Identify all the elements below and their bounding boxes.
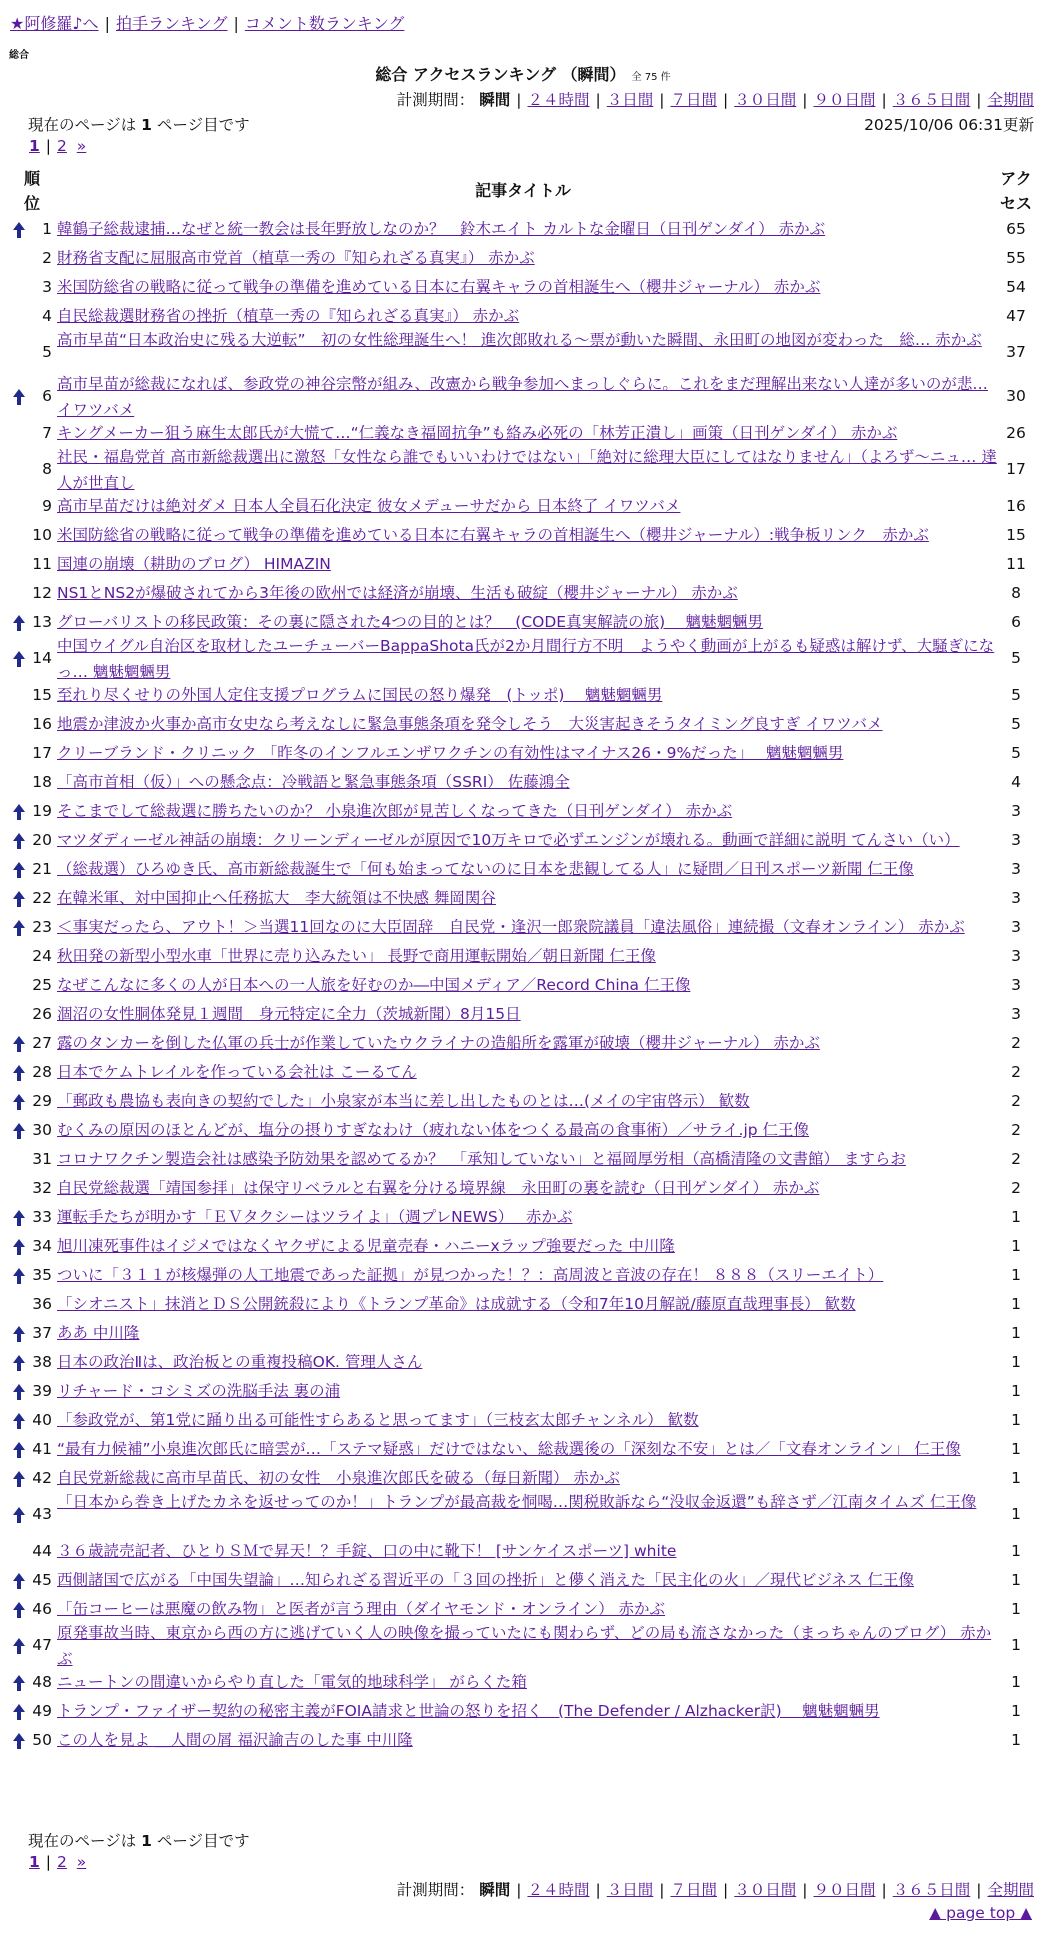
access-count: 3 bbox=[1011, 888, 1021, 907]
access-count: 30 bbox=[1006, 387, 1026, 405]
table-row bbox=[0, 331, 1046, 375]
rank-number: 31 bbox=[32, 1149, 52, 1168]
table-row bbox=[0, 942, 1046, 971]
access-count: 1 bbox=[1011, 1381, 1021, 1400]
table-row bbox=[0, 448, 1046, 492]
article-title-link[interactable]: トランプ・ファイザー契約の秘密主義がFOIA請求と世論の怒りを招く (The Defender / Alzhacker訳) 魑魅魍魎男 bbox=[57, 1702, 880, 1720]
access-count: 4 bbox=[1011, 772, 1021, 791]
access-count: 3 bbox=[1011, 917, 1021, 936]
table-row bbox=[0, 971, 1046, 1000]
article-title-link[interactable]: 至れり尽くせりの外国人定住支援プログラムに国民の怒り爆発 (トッポ) 魑魅魍魎男 bbox=[57, 686, 663, 704]
rank-number: 5 bbox=[42, 343, 52, 361]
rank-number: 12 bbox=[32, 583, 52, 602]
pager-current[interactable]: 1 bbox=[29, 137, 40, 155]
article-title-link[interactable]: グローバリストの移民政策：その裏に隠された4つの目的とは？ (CODE真実解読の旅) 魑魅魍魎男 bbox=[57, 613, 764, 631]
access-count: 8 bbox=[1011, 583, 1021, 602]
article-title-link[interactable]: “最有力候補”小泉進次郎氏に暗雲が…「ステマ疑惑」だけではない、総裁選後の「深刻な不安」とは／「文春オンライン」 仁王像 bbox=[57, 1440, 961, 1458]
rank-number: 49 bbox=[32, 1701, 52, 1720]
access-count: 5 bbox=[1011, 743, 1021, 762]
access-count: 5 bbox=[1011, 649, 1021, 667]
rank-number: 14 bbox=[32, 649, 52, 667]
access-count: 1 bbox=[1011, 1410, 1021, 1429]
pager-page-2[interactable]: 2 bbox=[57, 137, 67, 155]
table-row bbox=[0, 884, 1046, 913]
rank-number: 21 bbox=[32, 859, 52, 878]
rank-number: 15 bbox=[32, 685, 52, 704]
header-count: アクセス bbox=[999, 169, 1032, 213]
article-title-link[interactable]: 秋田発の新型小型水車「世界に売り込みたい」 長野で商用運転開始／朝日新聞 仁王像 bbox=[57, 947, 656, 965]
table-row bbox=[0, 855, 1046, 884]
article-title-link[interactable]: 在韓米軍、対中国抑止へ任務拡大 李大統領は不快感 舞岡関谷 bbox=[57, 889, 496, 907]
access-count: 3 bbox=[1011, 830, 1021, 849]
access-count: 2 bbox=[1011, 1091, 1021, 1110]
access-count: 17 bbox=[1006, 460, 1026, 478]
period-current: 瞬間 bbox=[479, 91, 511, 109]
access-count: 1 bbox=[1011, 1439, 1021, 1458]
rank-number: 29 bbox=[32, 1091, 52, 1110]
article-title-link[interactable]: マツダディーゼル神話の崩壊：クリーンディーゼルが原因で10万キロで必ずエンジンが壊れる。動画で詳細に説明 てんさい（い） bbox=[57, 831, 960, 849]
page-info-bottom: 現在のページは 1 ページ目です bbox=[28, 1832, 250, 1850]
table-row bbox=[0, 375, 1046, 419]
period-label: 計測期間： bbox=[396, 1881, 475, 1899]
article-title-link[interactable]: 高市早苗“日本政治史に残る大逆転” 初の女性総理誕生へ！ 進次郎敗れる～票が動いた瞬間、永田町の地図が変わった 総… 赤かぶ bbox=[57, 331, 982, 349]
article-title-link[interactable]: 国連の崩壊（耕助のブログ） HIMAZIN bbox=[57, 555, 331, 573]
table-row bbox=[0, 1537, 1046, 1566]
article-title-link[interactable]: 高市早苗だけは絶対ダメ 日本人全員石化決定 彼女メデューサだから 日本終了 イワツバメ bbox=[57, 497, 681, 515]
table-row bbox=[0, 739, 1046, 768]
article-title-link[interactable]: 高市早苗が総裁になれば、参政党の神谷宗幣が組み、改憲から戦争参加へまっしぐらに。これをまだ理解出来ない人達が多いのが悲… イワツバメ bbox=[57, 375, 988, 419]
ranking-total: 全 75 件 bbox=[631, 72, 671, 83]
table-row bbox=[0, 637, 1046, 681]
access-count: 1 bbox=[1011, 1352, 1021, 1371]
rank-number: 50 bbox=[32, 1730, 52, 1749]
period-link-7d[interactable]: ７日間 bbox=[670, 91, 717, 109]
article-title-link[interactable]: 「郵政も農協も表向きの契約でした」小泉家が本当に差し出したものとは…(メイの宇宙啓示） 歓数 bbox=[57, 1092, 750, 1110]
period-link-30d[interactable]: ３０日間 bbox=[734, 1881, 797, 1899]
article-title-link[interactable]: （総裁選）ひろゆき氏、高市新総裁誕生で「何も始まってないのに日本を悲観してる人」に疑問／日刊スポーツ新聞 仁王像 bbox=[57, 860, 914, 878]
period-selector-top: 計測期間： 瞬間 | ２４時間 | ３日間 | ７日間 | ３０日間 | ９０日間 | ３６５日間 | 全期間 bbox=[396, 91, 1034, 109]
period-link-24h[interactable]: ２４時間 bbox=[527, 91, 590, 109]
article-title-link[interactable]: キングメーカー狙う麻生太郎氏が大慌て…“仁義なき福岡抗争”も絡み必死の「林芳正潰し」画策（日刊ゲンダイ） 赤かぶ bbox=[57, 424, 898, 442]
rank-number: 41 bbox=[32, 1439, 52, 1458]
pager-page-2[interactable]: 2 bbox=[57, 1853, 67, 1871]
rank-number: 43 bbox=[32, 1505, 52, 1523]
access-count: 1 bbox=[1011, 1701, 1021, 1720]
access-count: 26 bbox=[1006, 423, 1026, 442]
table-row bbox=[0, 1058, 1046, 1087]
rank-number: 20 bbox=[32, 830, 52, 849]
access-count: 6 bbox=[1011, 612, 1021, 631]
access-count: 1 bbox=[1011, 1468, 1021, 1487]
article-title-link[interactable]: 財務省支配に屈服高市党首（植草一秀の『知られざる真実』） 赤かぶ bbox=[57, 249, 535, 267]
article-title-link[interactable]: 米国防総省の戦略に従って戦争の準備を進めている日本に右翼キャラの首相誕生へ（櫻井ジャーナル） 赤かぶ bbox=[57, 278, 821, 296]
table-row bbox=[0, 826, 1046, 855]
rank-number: 32 bbox=[32, 1178, 52, 1197]
article-title-link[interactable]: 「缶コーヒーは悪魔の飲み物」と医者が言う理由（ダイヤモンド・オンライン） 赤かぶ bbox=[57, 1600, 666, 1618]
table-row bbox=[0, 1435, 1046, 1464]
rank-number: 8 bbox=[42, 460, 52, 478]
article-title-link[interactable]: NS1とNS2が爆破されてから3年後の欧州では経済が崩壊、生活も破綻（櫻井ジャーナル） 赤かぶ bbox=[57, 584, 738, 602]
rank-number: 34 bbox=[32, 1236, 52, 1255]
access-count: 2 bbox=[1011, 1033, 1021, 1052]
article-title-link[interactable]: 「シオニスト」抹消とＤＳ公開銃殺により《トランプ革命》は成就する（令和7年10月解説/藤原直哉理事長） 歓数 bbox=[57, 1295, 856, 1313]
article-title-link[interactable]: 中国ウイグル自治区を取材したユーチューバーBappaShota氏が2か月間行方不明 ようやく動画が上がるも疑惑は解けず、大騒ぎになっ… 魑魅魍魎男 bbox=[57, 637, 995, 681]
period-link-3d[interactable]: ３日間 bbox=[606, 1881, 654, 1899]
access-count: 1 bbox=[1011, 1265, 1021, 1284]
article-title-link[interactable]: 涸沼の女性胴体発見１週間 身元特定に全力（茨城新聞）8月15日 bbox=[57, 1005, 521, 1023]
access-count: 3 bbox=[1011, 801, 1021, 820]
access-count: 37 bbox=[1006, 343, 1026, 361]
rank-number: 18 bbox=[32, 772, 52, 791]
access-count: 54 bbox=[1006, 277, 1026, 296]
table-row bbox=[0, 1566, 1046, 1595]
rank-number: 6 bbox=[42, 387, 52, 405]
rank-number: 47 bbox=[32, 1636, 52, 1654]
comment-ranking-link[interactable]: コメント数ランキング bbox=[244, 14, 405, 33]
page-number: 1 bbox=[141, 1832, 152, 1850]
rank-number: 2 bbox=[42, 248, 52, 267]
access-count: 1 bbox=[1011, 1570, 1021, 1589]
access-count: 2 bbox=[1011, 1062, 1021, 1081]
rank-number: 33 bbox=[32, 1207, 52, 1226]
rank-number: 35 bbox=[32, 1265, 52, 1284]
access-count: 3 bbox=[1011, 859, 1021, 878]
article-title-link[interactable]: ついに「３１１が核爆弾の人工地震であった証拠」が見つかった！？：高周波と音波の存在！ ８８８（スリーエイト） bbox=[57, 1266, 884, 1284]
table-row bbox=[0, 244, 1046, 273]
rank-number: 42 bbox=[32, 1468, 52, 1487]
period-link-30d[interactable]: ３０日間 bbox=[734, 91, 797, 109]
page-number: 1 bbox=[141, 116, 152, 134]
header-rank: 順位 bbox=[23, 169, 40, 213]
table-row bbox=[0, 1203, 1046, 1232]
rank-number: 48 bbox=[32, 1672, 52, 1691]
period-selector-bottom: 計測期間： 瞬間 | ２４時間 | ３日間 | ７日間 | ３０日間 | ９０日間 | ３６５日間 | 全期間 bbox=[396, 1881, 1034, 1899]
table-row bbox=[0, 710, 1046, 739]
article-title-link[interactable]: 社民・福島党首 高市新総裁選出に激怒「女性なら誰でもいいわけではない」「絶対に総理大臣にしてはなりません」（よろず〜ニュ… 達人が世直し bbox=[57, 448, 997, 492]
updated-timestamp: 2025/10/06 06:31更新 bbox=[864, 116, 1034, 134]
access-count: 1 bbox=[1011, 1599, 1021, 1618]
table-row bbox=[0, 1697, 1046, 1726]
rank-number: 28 bbox=[32, 1062, 52, 1081]
article-title-link[interactable]: 「日本から巻き上げたカネを返せってのか！」トランプが最高裁を恫喝…関税敗訴なら“没収金返還”も辞さず／江南タイムズ 仁王像 bbox=[57, 1493, 977, 1511]
period-link-24h[interactable]: ２４時間 bbox=[527, 1881, 590, 1899]
section-label: 総合 bbox=[9, 50, 29, 61]
period-label: 計測期間： bbox=[396, 91, 475, 109]
article-title-link[interactable]: 日本でケムトレイルを作っている会社は こーるてん bbox=[57, 1063, 417, 1081]
rank-number: 1 bbox=[42, 219, 52, 238]
rank-number: 13 bbox=[32, 612, 52, 631]
page-info-top: 現在のページは 1 ページ目です bbox=[28, 116, 250, 134]
rank-number: 9 bbox=[42, 496, 52, 515]
table-row bbox=[0, 521, 1046, 550]
access-count: 1 bbox=[1011, 1672, 1021, 1691]
rank-number: 39 bbox=[32, 1381, 52, 1400]
period-link-365d[interactable]: ３６５日間 bbox=[892, 91, 971, 109]
rank-number: 37 bbox=[32, 1323, 52, 1342]
access-count: 47 bbox=[1006, 306, 1026, 325]
table-row bbox=[0, 1232, 1046, 1261]
article-title-link[interactable]: 自民党新総裁に高市早苗氏、初の女性 小泉進次郎氏を破る（毎日新聞） 赤かぶ bbox=[57, 1469, 620, 1487]
period-link-7d[interactable]: ７日間 bbox=[670, 1881, 717, 1899]
rank-number: 3 bbox=[42, 277, 52, 296]
table-row bbox=[0, 1377, 1046, 1406]
article-title-link[interactable]: 旭川凍死事件はイジメではなくヤクザによる児童売春・ハニーxラップ強要だった 中川隆 bbox=[57, 1237, 675, 1255]
table-row bbox=[0, 492, 1046, 521]
clap-ranking-link[interactable]: 拍手ランキング bbox=[115, 14, 228, 33]
access-count: 3 bbox=[1011, 1004, 1021, 1023]
table-row bbox=[0, 1493, 1046, 1537]
access-count: 1 bbox=[1011, 1236, 1021, 1255]
page-top-link[interactable]: ▲ page top ▲ bbox=[929, 1904, 1032, 1922]
article-title-link[interactable]: ＜事実だったら、アウト！＞当選11回なのに大臣固辞 自民党・逢沢一郎衆院議員「違法風俗」連続撮（文春オンライン） 赤かぶ bbox=[57, 918, 965, 936]
rank-number: 45 bbox=[32, 1570, 52, 1589]
table-row bbox=[0, 1174, 1046, 1203]
access-count: 5 bbox=[1011, 714, 1021, 733]
article-title-link[interactable]: そこまでして総裁選に勝ちたいのか？ 小泉進次郎が見苦しくなってきた（日刊ゲンダイ） 赤かぶ bbox=[57, 802, 733, 820]
access-count: 2 bbox=[1011, 1149, 1021, 1168]
rank-number: 40 bbox=[32, 1410, 52, 1429]
article-title-link[interactable]: ああ 中川隆 bbox=[57, 1324, 140, 1342]
header-title: 記事タイトル bbox=[475, 181, 571, 200]
article-title-link[interactable]: 地震か津波か火事か高市女史なら考えなしに緊急事態条項を発令しそう 大災害起きそうタイミング良すぎ イワツバメ bbox=[57, 715, 883, 733]
table-row bbox=[0, 1261, 1046, 1290]
article-title-link[interactable]: ニュートンの間違いからやり直した「電気的地球科学」 がらくた箱 bbox=[57, 1673, 527, 1691]
rank-number: 46 bbox=[32, 1599, 52, 1618]
rank-number: 24 bbox=[32, 946, 52, 965]
article-title-link[interactable]: 韓鶴子総裁逮捕…なぜと統一教会は長年野放しなのか？ 鈴木エイト カルトな金曜日（日刊ゲンダイ） 赤かぶ bbox=[57, 220, 826, 238]
access-count: 11 bbox=[1006, 554, 1026, 573]
table-row bbox=[0, 913, 1046, 942]
access-count: 1 bbox=[1011, 1505, 1021, 1523]
period-link-3d[interactable]: ３日間 bbox=[606, 91, 654, 109]
home-link[interactable]: ★阿修羅♪へ bbox=[10, 14, 99, 33]
access-count: 1 bbox=[1011, 1541, 1021, 1560]
access-count: 1 bbox=[1011, 1636, 1021, 1654]
table-row bbox=[0, 1145, 1046, 1174]
article-title-link[interactable]: ３６歳読売記者、ひとりＳＭで昇天！？手錠、口の中に靴下！ [サンケイスポーツ] white bbox=[57, 1542, 677, 1560]
table-row bbox=[0, 273, 1046, 302]
access-count: 55 bbox=[1006, 248, 1026, 267]
rank-number: 23 bbox=[32, 917, 52, 936]
access-count: 1 bbox=[1011, 1323, 1021, 1342]
table-row bbox=[0, 579, 1046, 608]
rank-number: 7 bbox=[42, 423, 52, 442]
ranking-title: 総合 アクセスランキング （瞬間） bbox=[375, 65, 626, 84]
access-count: 1 bbox=[1011, 1730, 1021, 1749]
article-title-link[interactable]: 「参政党が、第1党に踊り出る可能性すらあると思ってます」（三枝玄太郎チャンネル） 歓数 bbox=[57, 1411, 699, 1429]
access-count: 5 bbox=[1011, 685, 1021, 704]
rank-number: 10 bbox=[32, 525, 52, 544]
article-title-link[interactable]: 自民総裁選財務省の挫折（植草一秀の『知られざる真実』） 赤かぶ bbox=[57, 307, 520, 325]
rank-number: 22 bbox=[32, 888, 52, 907]
article-title-link[interactable]: 日本の政治Ⅱは、政治板との重複投稿OK. 管理人さん bbox=[57, 1353, 423, 1371]
article-title-link[interactable]: 露のタンカーを倒した仏軍の兵士が作業していたウクライナの造船所を露軍が破壊（櫻井ジャーナル） 赤かぶ bbox=[57, 1034, 820, 1052]
article-title-link[interactable]: 自民党総裁選「靖国参拝」は保守リベラルと右翼を分ける境界線 永田町の裏を読む（日刊ゲンダイ） 赤かぶ bbox=[57, 1179, 820, 1197]
article-title-link[interactable]: なぜこんなに多くの人が日本への一人旅を好むのか―中国メディア／Record China 仁王像 bbox=[57, 976, 691, 994]
period-link-90d[interactable]: ９０日間 bbox=[813, 91, 876, 109]
article-title-link[interactable]: 西側諸国で広がる「中国失望論」…知られざる習近平の「３回の挫折」と儚く消えた「民主化の火」／現代ビジネス 仁王像 bbox=[57, 1571, 914, 1589]
period-link-365d[interactable]: ３６５日間 bbox=[892, 1881, 971, 1899]
rank-number: 11 bbox=[32, 554, 52, 573]
rank-number: 17 bbox=[32, 743, 52, 762]
table-row bbox=[0, 797, 1046, 826]
article-title-link[interactable]: クリーブランド・クリニック 「昨冬のインフルエンザワクチンの有効性はマイナス26・9%だった」 魑魅魍魎男 bbox=[57, 744, 844, 762]
rank-number: 44 bbox=[32, 1541, 52, 1560]
period-current: 瞬間 bbox=[479, 1881, 511, 1899]
period-link-all[interactable]: 全期間 bbox=[987, 91, 1034, 109]
period-link-90d[interactable]: ９０日間 bbox=[813, 1881, 876, 1899]
article-title-link[interactable]: リチャード・コシミズの洗脳手法 裏の浦 bbox=[57, 1382, 341, 1400]
rank-number: 26 bbox=[32, 1004, 52, 1023]
table-row bbox=[0, 1406, 1046, 1435]
article-title-link[interactable]: 「高市首相（仮）」への懸念点：冷戦語と緊急事態条項（SSRI） 佐藤鴻全 bbox=[57, 773, 570, 791]
rank-number: 4 bbox=[42, 306, 52, 325]
table-row bbox=[0, 215, 1046, 244]
table-row bbox=[0, 1348, 1046, 1377]
table-row bbox=[0, 1668, 1046, 1697]
article-title-link[interactable]: むくみの原因のほとんどが、塩分の摂りすぎなわけ（疲れない体をつくる最高の食事術）／サライ.jp 仁王像 bbox=[57, 1121, 810, 1139]
table-row bbox=[0, 681, 1046, 710]
nav-separator: | bbox=[104, 14, 110, 33]
access-count: 2 bbox=[1011, 1178, 1021, 1197]
access-count: 1 bbox=[1011, 1207, 1021, 1226]
rank-number: 19 bbox=[32, 801, 52, 820]
article-title-link[interactable]: コロナワクチン製造会社は感染予防効果を認めてるか？ 「承知していない」と福岡厚労相（高橋清隆の文書館） ますらお bbox=[57, 1150, 906, 1168]
article-title-link[interactable]: この人を見よ ＿人間の屑 福沢諭吉のした事 中川隆 bbox=[57, 1731, 413, 1749]
article-title-link[interactable]: 運転手たちが明かす「ＥＶタクシーはツライよ」（週プレNEWS） 赤かぶ bbox=[57, 1208, 573, 1226]
rank-number: 25 bbox=[32, 975, 52, 994]
period-link-all[interactable]: 全期間 bbox=[987, 1881, 1034, 1899]
access-count: 1 bbox=[1011, 1294, 1021, 1313]
table-row bbox=[0, 1029, 1046, 1058]
table-row bbox=[0, 1624, 1046, 1668]
table-row bbox=[0, 1000, 1046, 1029]
table-row bbox=[0, 1087, 1046, 1116]
pager-next[interactable]: » bbox=[76, 137, 87, 155]
table-row bbox=[0, 1116, 1046, 1145]
rank-number: 36 bbox=[32, 1294, 52, 1313]
access-count: 3 bbox=[1011, 946, 1021, 965]
article-title-link[interactable]: 米国防総省の戦略に従って戦争の準備を進めている日本に右翼キャラの首相誕生へ（櫻井ジャーナル）:戦争板リンク 赤かぶ bbox=[57, 526, 929, 544]
table-row bbox=[0, 1726, 1046, 1755]
pager-next[interactable]: » bbox=[76, 1853, 87, 1871]
table-row bbox=[0, 768, 1046, 797]
rank-number: 38 bbox=[32, 1352, 52, 1371]
access-count: 15 bbox=[1006, 525, 1026, 544]
rank-number: 16 bbox=[32, 714, 52, 733]
table-row bbox=[0, 550, 1046, 579]
rank-number: 30 bbox=[32, 1120, 52, 1139]
article-title-link[interactable]: 原発事故当時、東京から西の方に逃げていく人の映像を撮っていたにも関わらず、どの局も流さなかった（まっちゃんのブログ） 赤かぶ bbox=[57, 1624, 992, 1668]
rank-number: 27 bbox=[32, 1033, 52, 1052]
pager-top: 1 | 2 » bbox=[29, 137, 87, 155]
access-count: 65 bbox=[1006, 219, 1026, 238]
access-count: 3 bbox=[1011, 975, 1021, 994]
table-row bbox=[0, 1290, 1046, 1319]
table-row bbox=[0, 1319, 1046, 1348]
nav-separator: | bbox=[233, 14, 239, 33]
access-count: 16 bbox=[1006, 496, 1026, 515]
pager-current[interactable]: 1 bbox=[29, 1853, 40, 1871]
access-count: 2 bbox=[1011, 1120, 1021, 1139]
pager-bottom: 1 | 2 » bbox=[29, 1853, 87, 1871]
